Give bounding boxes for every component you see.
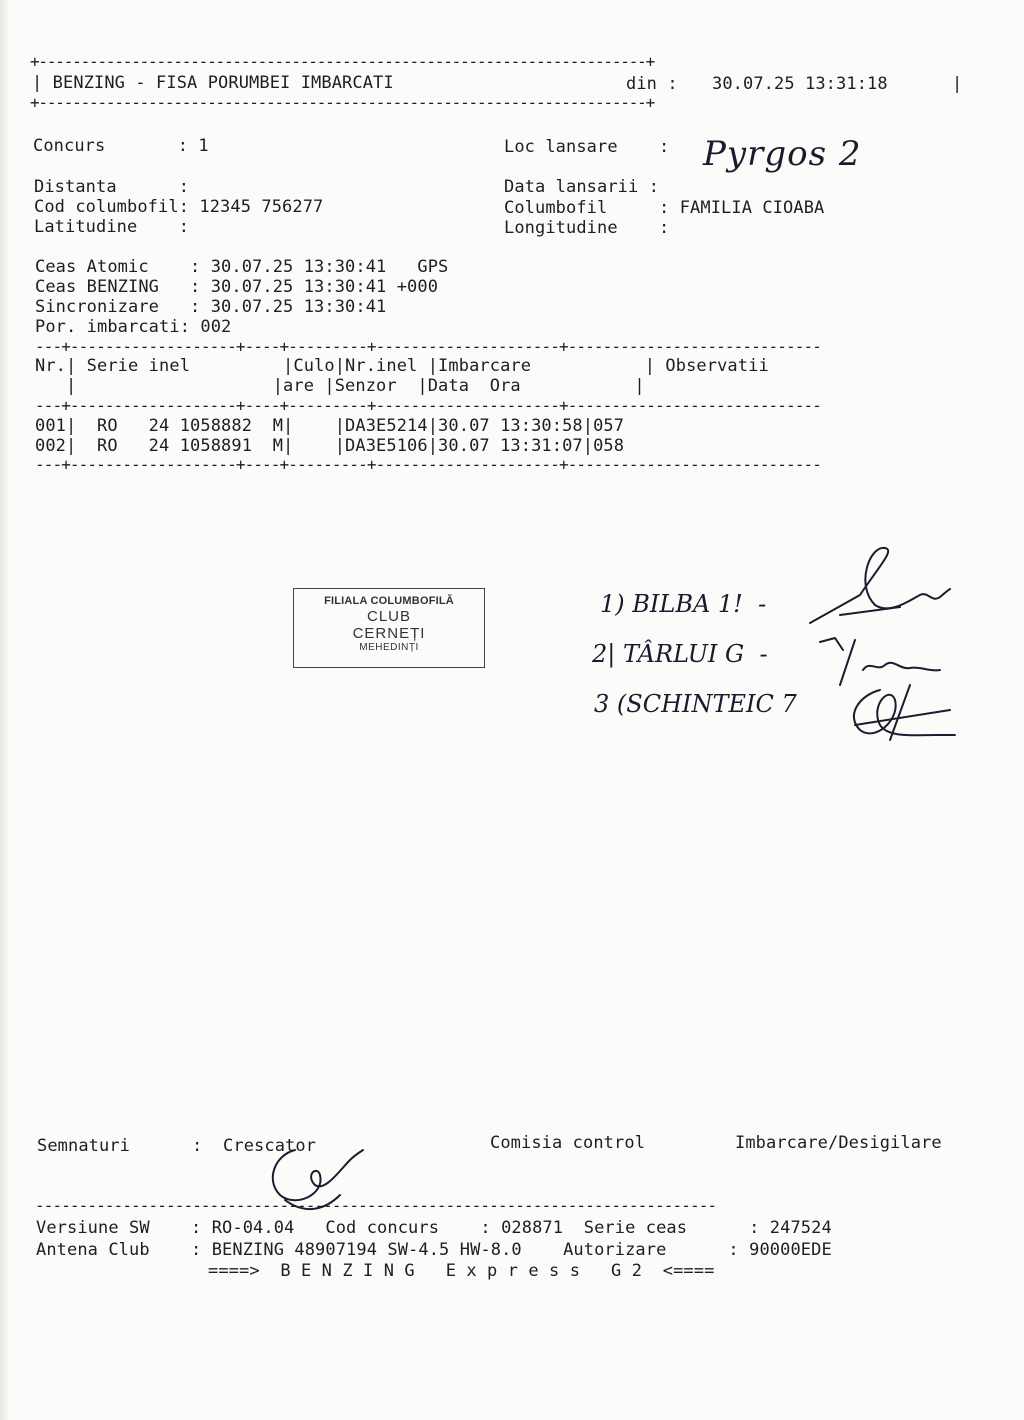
stamp-line-mehedinti: MEHEDINȚI [359, 642, 419, 653]
columbofil-field: Columbofil : FAMILIA CIOABA [504, 198, 825, 218]
header-right-bar: | [952, 74, 963, 94]
header-date-value: 30.07.25 13:31:18 [712, 74, 888, 94]
antena-club-line: Antena Club : BENZING 48907194 SW-4.5 HW-8.0 Autorizare : 90000EDE [36, 1240, 832, 1260]
table-row: 002| RO 24 1058891 M| |DA3E5106|30.07 13:31:07|058 [35, 436, 625, 456]
table-row: 001| RO 24 1058882 M| |DA3E5214|30.07 13:30:58|057 [35, 416, 625, 436]
handwritten-line-1: 1) BILBA 1! - [600, 590, 767, 618]
por-imbarcati-field: Por. imbarcati: 002 [35, 317, 232, 337]
signature-3 [840, 680, 960, 750]
longitudine-field: Longitudine : [504, 218, 670, 238]
stamp-line-club: CLUB [366, 608, 411, 625]
ceas-benzing-field: Ceas BENZING : 30.07.25 13:30:41 +000 [35, 277, 439, 297]
header-border-top: +------------------------------------------------------------------------+ [30, 52, 655, 71]
latitudine-field: Latitudine : [34, 217, 190, 237]
table-header-line2: | |are |Senzor |Data Ora | [35, 376, 645, 396]
header-border-bottom: +------------------------------------------------------------------------+ [30, 93, 655, 112]
ceas-atomic-field: Ceas Atomic : 30.07.25 13:30:41 GPS [35, 257, 449, 277]
handwritten-line-2: 2| TÂRLUI G - [592, 640, 768, 668]
stamp-line-filiala: FILIALA COLUMBOFILĂ [324, 595, 454, 607]
concurs-field: Concurs : 1 [33, 136, 209, 156]
footer-separator: ------------------------------------------------------------------------------ [35, 1196, 717, 1215]
scan-edge [0, 0, 10, 1420]
handwritten-line-3: 3 (SCHINTEIC 7 [594, 690, 797, 718]
benzing-express-line: ====> B E N Z I N G E x p r e s s G 2 <==== [208, 1261, 715, 1281]
imbarcare-desigilare-label: Imbarcare/Desigilare [735, 1133, 942, 1153]
table-border-mid: ---+-------------------+----+---------+---------------------+----------------------------- [35, 396, 821, 415]
stamp-line-cerneti: CERNEȚI [352, 625, 426, 642]
comisia-control-label: Comisia control [490, 1133, 646, 1153]
distanta-field: Distanta : [34, 177, 190, 197]
table-border-bottom: ---+-------------------+----+---------+---------------------+----------------------------- [35, 455, 821, 474]
header-date-label: din : [626, 74, 678, 94]
club-stamp [293, 588, 485, 668]
signature-1 [800, 545, 950, 625]
sincronizare-field: Sincronizare : 30.07.25 13:30:41 [35, 297, 387, 317]
header-title: | BENZING - FISA PORUMBEI IMBARCATI [32, 73, 394, 93]
table-header-line1: Nr.| Serie inel |Culo|Nr.inel |Imbarcare | Observatii [35, 356, 769, 376]
semnaturi-field: Semnaturi : Crescator [37, 1136, 317, 1156]
loc-lansare-handwritten: Pyrgos 2 [703, 134, 862, 174]
loc-lansare-label: Loc lansare : [504, 137, 670, 157]
cod-columbofil-field: Cod columbofil: 12345 756277 [34, 197, 324, 217]
table-border-top: ---+-------------------+----+---------+---------------------+----------------------------- [35, 337, 821, 356]
data-lansarii-field: Data lansarii : [504, 177, 660, 197]
versiune-sw-line: Versiune SW : RO-04.04 Cod concurs : 028871 Serie ceas : 247524 [36, 1218, 832, 1238]
